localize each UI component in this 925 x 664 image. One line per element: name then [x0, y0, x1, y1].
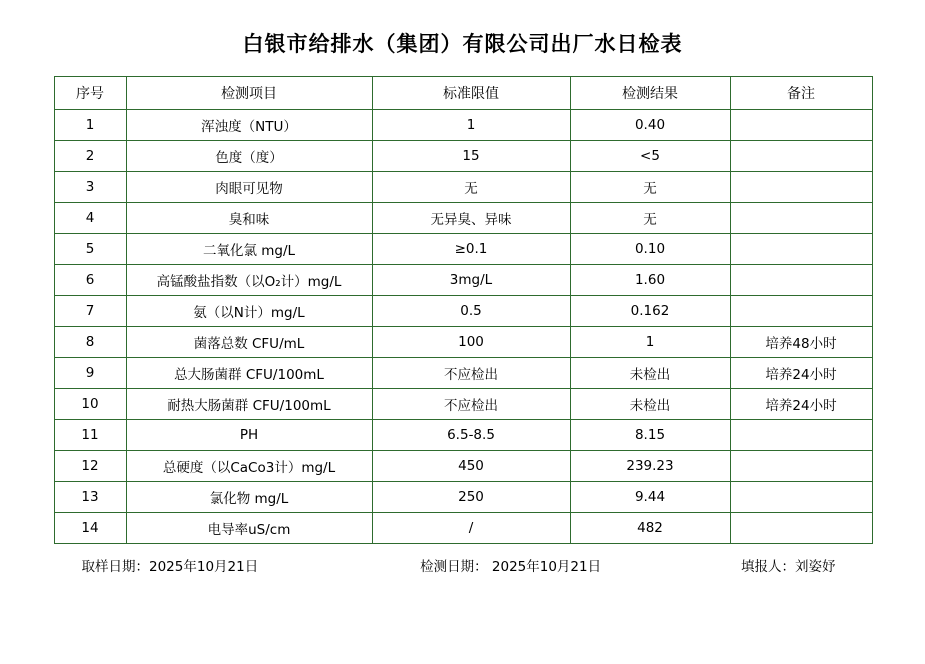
cell-note — [730, 234, 872, 265]
cell-item: PH — [126, 420, 372, 451]
cell-item: 菌落总数 CFU/mL — [126, 327, 372, 358]
cell-result: 0.10 — [570, 234, 730, 265]
cell-result: 1.60 — [570, 265, 730, 296]
cell-item: 氨（以N计）mg/L — [126, 296, 372, 327]
cell-note: 培养24小时 — [730, 389, 872, 420]
table-row — [54, 172, 872, 203]
cell-no: 6 — [54, 265, 126, 296]
table-header — [54, 77, 872, 110]
cell-note — [730, 482, 872, 513]
cell-note — [730, 203, 872, 234]
column-header-item: 检测项目 — [126, 77, 372, 110]
cell-note — [730, 265, 872, 296]
cell-limit: 3mg/L — [372, 265, 570, 296]
cell-no: 9 — [54, 358, 126, 389]
table-row — [54, 389, 872, 420]
table-header-row — [54, 77, 872, 110]
cell-item: 二氧化氯 mg/L — [126, 234, 372, 265]
cell-limit: ≥0.1 — [372, 234, 570, 265]
table-row — [54, 513, 872, 544]
cell-item: 肉眼可见物 — [126, 172, 372, 203]
table-row — [54, 141, 872, 172]
sampling-date: 取样日期：2025年10月21日 — [81, 559, 259, 575]
cell-result: <5 — [570, 141, 730, 172]
cell-limit: 100 — [372, 327, 570, 358]
column-header-result: 检测结果 — [570, 77, 730, 110]
table-row — [54, 296, 872, 327]
cell-limit: 6.5-8.5 — [372, 420, 570, 451]
cell-limit: 不应检出 — [372, 389, 570, 420]
table-row — [54, 110, 872, 141]
cell-no: 11 — [54, 420, 126, 451]
cell-limit: 0.5 — [372, 296, 570, 327]
table-row — [54, 451, 872, 482]
cell-result: 未检出 — [570, 358, 730, 389]
cell-result: 8.15 — [570, 420, 730, 451]
cell-note — [730, 172, 872, 203]
table-row — [54, 482, 872, 513]
cell-no: 4 — [54, 203, 126, 234]
cell-item: 高锰酸盐指数（以O₂计）mg/L — [126, 265, 372, 296]
document-footer — [54, 555, 872, 575]
cell-limit: 无 — [372, 172, 570, 203]
cell-result: 无 — [570, 203, 730, 234]
table-row — [54, 358, 872, 389]
cell-item: 浑浊度（NTU） — [126, 110, 372, 141]
cell-note: 培养24小时 — [730, 358, 872, 389]
cell-note — [730, 513, 872, 544]
cell-no: 3 — [54, 172, 126, 203]
cell-item: 氯化物 mg/L — [126, 482, 372, 513]
table-row — [54, 265, 872, 296]
document-page — [0, 28, 925, 664]
table-row — [54, 203, 872, 234]
column-header-limit: 标准限值 — [372, 77, 570, 110]
table-row — [54, 234, 872, 265]
cell-note — [730, 110, 872, 141]
cell-note — [730, 141, 872, 172]
cell-limit: 450 — [372, 451, 570, 482]
cell-no: 2 — [54, 141, 126, 172]
cell-limit: 250 — [372, 482, 570, 513]
cell-item: 总硬度（以CaCo3计）mg/L — [126, 451, 372, 482]
cell-no: 12 — [54, 451, 126, 482]
table-row — [54, 327, 872, 358]
cell-result: 未检出 — [570, 389, 730, 420]
cell-item: 总大肠菌群 CFU/100mL — [126, 358, 372, 389]
cell-result: 1 — [570, 327, 730, 358]
cell-no: 7 — [54, 296, 126, 327]
cell-limit: 不应检出 — [372, 358, 570, 389]
cell-no: 14 — [54, 513, 126, 544]
cell-note — [730, 420, 872, 451]
cell-result: 0.40 — [570, 110, 730, 141]
cell-limit: / — [372, 513, 570, 544]
cell-item: 色度（度） — [126, 141, 372, 172]
cell-result: 239.23 — [570, 451, 730, 482]
cell-result: 0.162 — [570, 296, 730, 327]
cell-limit: 15 — [372, 141, 570, 172]
cell-item: 臭和味 — [126, 203, 372, 234]
page-title: 白银市给排水（集团）有限公司出厂水日检表 — [242, 32, 683, 56]
test-date: 检测日期： 2025年10月21日 — [420, 559, 602, 575]
column-header-no: 序号 — [54, 77, 126, 110]
cell-no: 1 — [54, 110, 126, 141]
cell-result: 482 — [570, 513, 730, 544]
cell-note — [730, 296, 872, 327]
cell-result: 9.44 — [570, 482, 730, 513]
cell-limit: 1 — [372, 110, 570, 141]
report-table-container — [54, 76, 872, 544]
cell-item: 耐热大肠菌群 CFU/100mL — [126, 389, 372, 420]
cell-note — [730, 451, 872, 482]
table-row — [54, 420, 872, 451]
cell-result: 无 — [570, 172, 730, 203]
cell-no: 13 — [54, 482, 126, 513]
cell-note: 培养48小时 — [730, 327, 872, 358]
cell-no: 5 — [54, 234, 126, 265]
column-header-note: 备注 — [730, 77, 872, 110]
cell-no: 8 — [54, 327, 126, 358]
table-body — [54, 110, 872, 544]
cell-limit: 无异臭、异味 — [372, 203, 570, 234]
cell-no: 10 — [54, 389, 126, 420]
reporter-name: 填报人：刘姿妤 — [740, 559, 836, 575]
cell-item: 电导率uS/cm — [126, 513, 372, 544]
report-table — [54, 76, 873, 544]
